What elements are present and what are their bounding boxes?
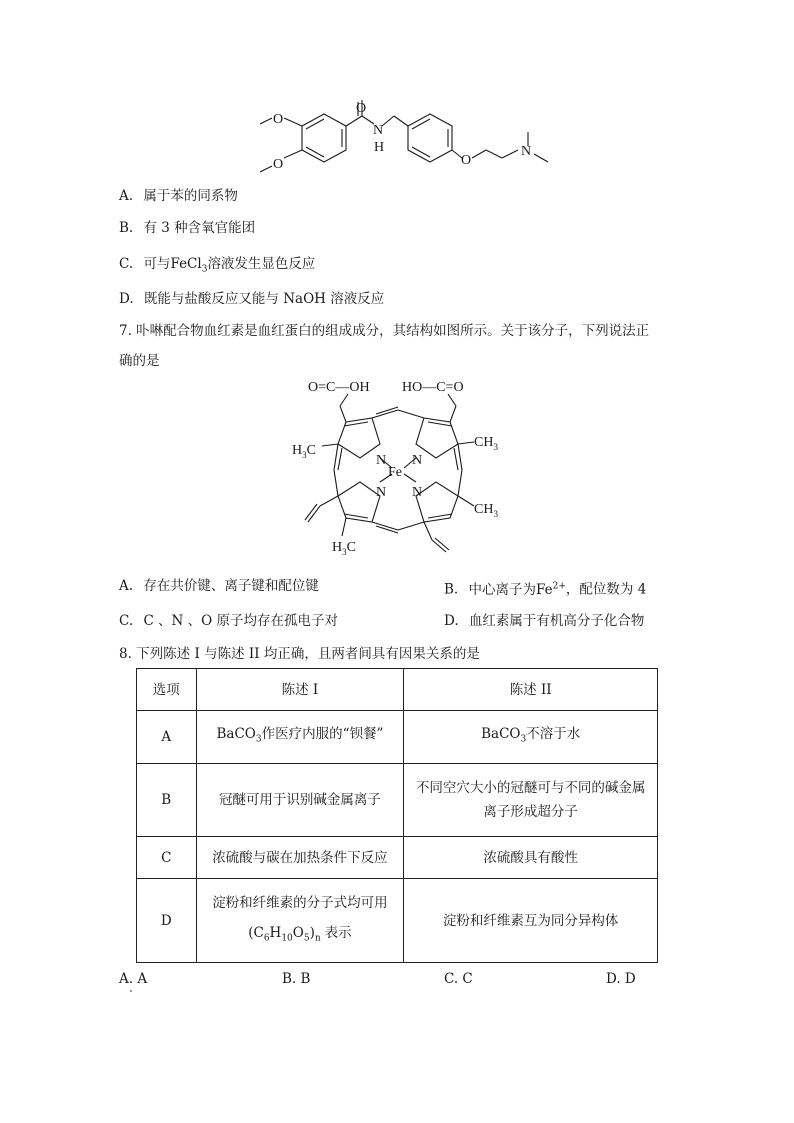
q7-heme-structure (288, 374, 508, 560)
methoxy-bottom-o: O (273, 157, 284, 172)
n-bottom-left: N (376, 485, 387, 500)
statement-text: 表示 (324, 924, 352, 941)
fecl-main: FeCl (170, 256, 202, 272)
option-letter: A. (119, 188, 134, 204)
fe-ion-main: Fe (536, 581, 553, 598)
row-statement-2: 淀粉和纤维素互为同分异构体 (404, 879, 658, 963)
table-row (137, 837, 658, 879)
n-top-left: N (376, 453, 387, 468)
header-option: 选项 (137, 669, 197, 711)
table-row (137, 879, 658, 963)
q7-option-d (444, 611, 644, 631)
q8-answer-b: B. B (282, 971, 311, 987)
ch3-bottom-sub: 3 (342, 547, 347, 557)
statement-line-2 (205, 921, 396, 951)
ether-o: O (461, 153, 472, 168)
formula-n: n (314, 933, 321, 944)
header-statement-1: 陈述 I (196, 669, 404, 711)
q7-stem-line1: 7. 卟啉配合物血红素是血红蛋白的组成成分，其结构如图所示。关于该分子，下列说法正 (119, 323, 650, 339)
row-option: A (137, 711, 197, 764)
n-top-right: N (412, 453, 423, 468)
methoxy-top-o: O (273, 112, 284, 127)
formula-c: (C (248, 924, 264, 941)
q6-option-d (119, 289, 384, 309)
option-text-post: ，配位数为 4 (565, 581, 647, 598)
row-statement-2 (404, 764, 658, 837)
ch3-left-c: C (306, 443, 316, 458)
formula-sub: 6 (263, 933, 270, 944)
acid-right-label: HO—C=O (402, 380, 464, 395)
q7-option-c (119, 611, 338, 631)
row-option: D (137, 879, 197, 963)
fe-ion-sup: 2+ (552, 581, 566, 591)
svg-text:CH3 (474, 502, 498, 519)
amide-n: N (373, 123, 384, 138)
q7-stem-line2: 确的是 (119, 353, 160, 369)
statement-line-1: 淀粉和纤维素的分子式均可用 (212, 894, 388, 911)
ch3-right-top: CH (474, 435, 494, 450)
option-text: 血红素属于有机高分子化合物 (468, 613, 645, 629)
formula-sub: 10 (281, 933, 293, 944)
stray-dot (130, 990, 132, 992)
baco3-sub: 3 (255, 734, 262, 745)
fecl-sub: 3 (201, 264, 208, 275)
q8-answer-d: D. D (606, 971, 636, 987)
baco3-main: BaCO (481, 726, 521, 743)
table-header-row (137, 669, 658, 711)
table-row (137, 764, 658, 837)
q8-stem: 8. 下列陈述 I 与陈述 II 均正确，且两者间具有因果关系的是 (119, 646, 480, 662)
svg-text:H3C (332, 540, 356, 557)
q6-molecule-structure (240, 96, 560, 186)
acid-left-label: O=C—OH (308, 380, 370, 395)
row-statement-1: 浓硫酸与碳在加热条件下反应 (196, 837, 404, 879)
header-statement-2: 陈述 II (404, 669, 658, 711)
amide-h: H (374, 140, 385, 155)
option-text: 存在共价键、离子键和配位键 (143, 578, 319, 594)
q6-option-a (119, 186, 238, 206)
ch3-bottom-h: H (332, 540, 343, 555)
fe-ion (536, 582, 566, 598)
statement-text: 作医疗内服的“钡餐” (261, 726, 384, 743)
option-letter: B. (119, 220, 134, 236)
row-statement-2: 浓硫酸具有酸性 (404, 837, 658, 879)
formula-o: O (292, 924, 304, 941)
row-statement-1 (196, 879, 404, 963)
row-option: C (137, 837, 197, 879)
q8-answer-c: C. C (444, 971, 473, 987)
option-letter: A. (119, 578, 134, 594)
ch3-right-top-sub: 3 (493, 442, 498, 452)
option-text: 有 3 种含氧官能团 (143, 220, 256, 236)
row-option: B (137, 764, 197, 837)
option-text-post: 溶液发生显色反应 (207, 256, 316, 272)
option-letter: B. (444, 581, 459, 598)
ch3-right-bottom: CH (474, 502, 494, 517)
baco3-main: BaCO (216, 726, 256, 743)
table-row (137, 711, 658, 764)
amine-n: N (521, 144, 532, 159)
option-text: C 、N 、O 原子均存在孤电子对 (143, 613, 339, 629)
formula-close: ) (309, 924, 315, 941)
q6-option-c (119, 254, 315, 280)
ch3-left-sub: 3 (302, 450, 307, 460)
ch3-right-bottom-sub: 3 (493, 509, 498, 519)
q7-option-b (444, 576, 646, 600)
statement-line-2: 离子形成超分子 (483, 804, 578, 820)
statement-line-1: 不同空穴大小的冠醚可与不同的碱金属 (415, 780, 646, 796)
row-statement-2 (404, 711, 658, 764)
q8-answer-a: A. A (119, 971, 148, 987)
option-letter: D. (119, 291, 134, 307)
carbonyl-o: O (356, 101, 367, 116)
option-text: 属于苯的同系物 (143, 188, 238, 204)
ch3-left-h: H (292, 443, 303, 458)
svg-text:CH3 (474, 435, 498, 452)
baco3-sub: 3 (520, 734, 527, 745)
option-letter: D. (444, 613, 459, 629)
ch3-bottom-c: C (346, 540, 356, 555)
formula-h: H (269, 924, 282, 941)
n-bottom-right: N (412, 485, 423, 500)
row-statement-1 (196, 711, 404, 764)
q7-option-a (119, 576, 319, 596)
fecl3-formula (170, 256, 208, 275)
row-statement-1: 冠醚可用于识别碱金属离子 (196, 764, 404, 837)
option-letter: C. (119, 256, 134, 272)
option-text: 既能与盐酸反应又能与 NaOH 溶液反应 (143, 291, 385, 307)
statement-text: 不溶于水 (526, 726, 581, 743)
svg-text:H3C (292, 443, 316, 460)
q6-option-b (119, 218, 255, 238)
fe-center: Fe (388, 465, 402, 480)
formula (248, 924, 321, 944)
option-text-pre: 中心离子为 (468, 581, 537, 598)
formula-sub: 5 (303, 933, 310, 944)
q8-table (136, 668, 658, 963)
option-letter: C. (119, 613, 134, 629)
option-text-pre: 可与 (143, 256, 171, 272)
